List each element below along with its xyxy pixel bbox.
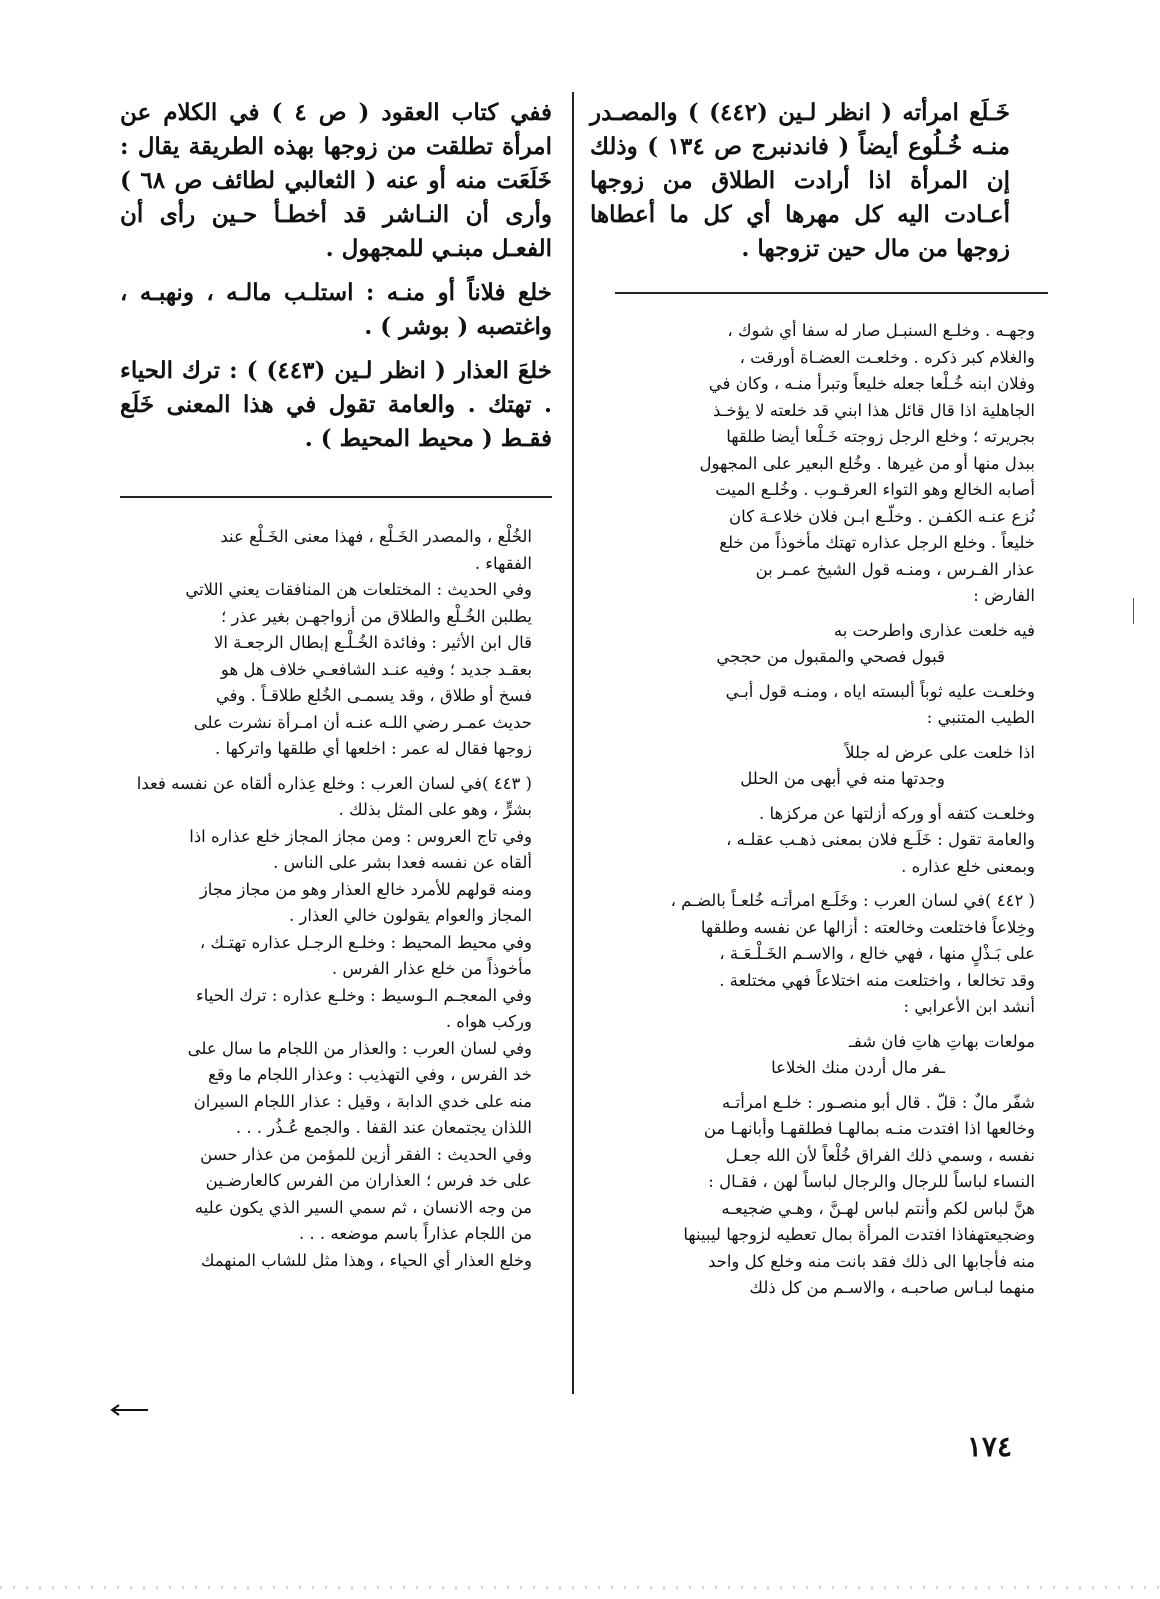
page-number: ١٧٤ — [966, 1430, 1012, 1463]
footnote-line: وخِلاعاً فاختلعت وخالعته : أزالها عن نفسه وطلقها — [700, 917, 1035, 937]
footnote-line: هنَّ لباس لكم وأنتم لباس لهـنَّ ، وهـي ضجيعـه — [721, 1198, 1035, 1218]
footnote-line: منهما لبـاس صاحبـه ، والاسـم من كل ذلك — [749, 1278, 1035, 1297]
footnote-line: على خد فرس ؛ العذاران من الفرس كالعارضـين — [205, 1171, 532, 1190]
right-footnotes — [615, 318, 1035, 1310]
footnote-line: وفي محيط المحيط : وخلـع الرجـل عذاره تهتـك ، — [199, 932, 532, 952]
footnote-line: وفي الحديث : المختلعات هن المنافقات يعني اللاتي — [185, 580, 532, 599]
footnote-line: وفي تاج العروس : ومن مجاز المجاز خلع عذاره اذا — [189, 826, 532, 846]
footnote-line: على بَـذْلٍ منها ، فهي خالع ، والاسـم الخَـلْـعَـة ، — [719, 944, 1035, 963]
left-main-paragraph: خلعَ العذار ( انظر لـين (٤٤٣) ) : ترك الحياء . تهتك . والعامة تقول في هذا المعنى خَلَع فقـط ( محيط المحيط ) . — [120, 357, 552, 452]
footnote-line: قال ابن الأثير : وفائدة الخُـلْـع إبطال الرجعـة الا — [213, 633, 532, 652]
footnote-line: خد الفرس ، وفي التهذيب : وعذار اللجام ما وقع — [208, 1065, 532, 1084]
footnote-line: وفي الحديث : الفقر أزين للمؤمن من عذار حسن — [200, 1144, 532, 1164]
footnote-line: شفّر مالٌ : قلّ . قال أبو منصـور : خلـع امرأتـه — [721, 1092, 1035, 1112]
verse-line: وجدتها منه في أبهى من الحلل — [740, 769, 945, 788]
footnote-line: الجاهلية اذا قال قائل هذا ابني قد خلعته لا يؤخـذ — [713, 400, 1035, 420]
footnote-block — [122, 771, 532, 1275]
footnote-block — [615, 888, 1035, 1021]
footnote-block — [615, 618, 1035, 671]
right-main-text — [590, 96, 1010, 276]
footnote-line: والغلام كبر ذكره . وخلعـت العضـاة أورقت ، — [739, 347, 1035, 367]
footnote-line: منه فأجابها الى ذلك فقد بانت منه وخلع كل واحد — [707, 1251, 1035, 1271]
footnote-line: وخلعـت عليه ثوباً ألبسته اياه ، ومنـه قول أبـي — [725, 681, 1035, 701]
footnote-line: ومنه قولهم للأمرد خالع العذار وهو من مجاز مجاز — [199, 879, 532, 899]
footnote-line: الطيب المتنبي : — [926, 708, 1035, 727]
footnote-line: والعامة تقول : خَلَـع فلان بمعنى ذهـب عقلـه ، — [726, 830, 1035, 849]
footnote-line: وفي المعجـم الـوسيط : وخلـع عذاره : ترك الحياء — [196, 985, 532, 1005]
footnote-line: وخالعها اذا افتدت منـه بمالهـا فطلقهـا وأبانهـا من — [703, 1119, 1035, 1138]
continuation-arrow-icon — [110, 1404, 150, 1416]
footnote-line: الخُلْع ، والمصدر الخَـلْع ، فهذا معنى الخَـلْع عند — [220, 527, 532, 546]
footnote-line: وخلع العذار أي الحياء ، وهذا مثل للشاب المنهمك — [200, 1250, 532, 1270]
footnote-line: يطلبن الخُـلْع والطلاق من أزواجهـن بغير عذر ؛ — [220, 606, 532, 626]
footnote-line: زوجها فقال له عمر : اخلعها أي طلقها واتركها . — [214, 739, 532, 758]
footnote-block — [615, 1090, 1035, 1302]
right-footnote-separator — [615, 292, 1048, 294]
footnote-line: وبمعنى خلع عذاره . — [901, 856, 1035, 876]
margin-mark — [1133, 598, 1134, 624]
footnote-line: المجاز والعوام يقولون خالي العذار . — [288, 906, 532, 925]
footnote-line: فسخ أو طلاق ، وقد يسمـى الخُلع طلاقـاً . وفي — [215, 686, 532, 705]
footnote-line: من وجه الانسان ، ثم سمي السير الذي يكون عليه — [194, 1197, 532, 1217]
footnote-line: وخلعـت كتفه أو وركه أزلتها عن مركزها . — [758, 803, 1035, 823]
footnote-block — [615, 679, 1035, 732]
footnote-block — [615, 740, 1035, 793]
left-footnotes — [122, 524, 532, 1282]
footnote-line: وضجيعتهفاذا افتدت المرأة بمال تعطيه لزوجها ليبينها — [683, 1225, 1035, 1244]
footnote-line: حديث عمـر رضي اللـه عنـه أن امـرأة نشرت على — [193, 712, 532, 732]
footnote-line: في لسان العرب : وخلع عِذاره ألقاه عن نفسه فعدا — [136, 773, 483, 793]
footnote-line: منه على خدي الدابة ، وقيل : عذار اللجام السيران — [193, 1091, 532, 1111]
verse-line: اذا خلعت على عرض له جللاً — [845, 742, 1035, 762]
verse-line: ـفر مال أردن منك الخلاعا — [771, 1058, 945, 1077]
footnote-line: ببدل منها أو من غيرها . وخُلع البعير على المجهول — [699, 453, 1035, 473]
footnote-line: عذار الفـرس ، ومنـه قول الشيخ عمـر بن — [755, 559, 1035, 579]
footnote-block — [615, 1029, 1035, 1082]
left-main-paragraph: ففي كتاب العقود ( ص ٤ ) في الكلام عن امرأة تطلقت من زوجها بهذه الطريقة يقال : خَلَعَت منه أو عنه ( الثعالبي لطائف ص ٦٨ ) وأرى أن النـاشر قد أخطـأ حـين رأى أن الفعـل مبنـي للمجهول . — [120, 99, 553, 262]
scan-speckle — [0, 1586, 1160, 1589]
footnote-line: بجريرته ؛ وخلع الرجل زوجته خَـلْعا أيضا طلقها — [726, 427, 1035, 446]
footnote-number: ( ٤٤٢ ) — [985, 891, 1035, 910]
footnote-line: في لسان العرب : وخَلَـع امرأتـه خُلعـاً بالضـم ، — [670, 891, 986, 910]
verse-line: مولعات بهاتِ هاتِ فان شفـ — [849, 1031, 1035, 1051]
footnote-line: بشرٍّ ، وهو على المثل بذلك . — [338, 800, 532, 819]
footnote-line: أصابه الخالع وهو التواء العرقـوب . وخُلـع الميت — [715, 480, 1035, 499]
footnote-block — [122, 524, 532, 763]
verse-line: فيه خلعت عذارى واطرحت به — [833, 620, 1035, 640]
footnote-line: نفسه ، وسمي ذلك الفراق خُلْعاً لأن الله جعـل — [725, 1145, 1035, 1165]
footnote-number: ( ٤٤٣ ) — [482, 773, 532, 793]
footnote-line: اللذان يجتمعان عند القفا . والجمع عُـذُر . . . — [235, 1118, 532, 1137]
left-main-text — [120, 96, 552, 466]
footnote-line: الفارض : — [973, 586, 1035, 605]
footnote-line: الفقهاء . — [474, 553, 532, 573]
left-footnote-separator — [120, 496, 552, 498]
footnote-line: النساء لباساً للرجال والرجال لباساً لهن ، فقـال : — [708, 1172, 1035, 1191]
footnote-line: ألقاه عن نفسه فعدا بشر على الناس . — [273, 853, 532, 872]
footnote-line: مأخوذاً من خلع عذار الفرس . — [331, 959, 532, 978]
footnote-block — [615, 318, 1035, 610]
footnote-line: وجهـه . وخلـع السنبـل صار له سفا أي شوك ، — [727, 321, 1035, 340]
footnote-line: من اللجام عذاراً باسم موضعه . . . — [298, 1224, 532, 1243]
footnote-line: وركب هواه . — [445, 1012, 532, 1031]
footnote-line: وفي لسان العرب : والعذار من اللجام ما سال على — [187, 1038, 532, 1058]
footnote-line: بعقـد جديد ؛ وفيه عنـد الشافعـي خلاف هل هو — [220, 659, 532, 679]
footnote-block — [615, 801, 1035, 881]
right-main-paragraph: خَـلَع امرأته ( انظر لـين (٤٤٢) ) والمصـدر منـه خُـلُوع أيضاً ( فاندنبرج ص ١٣٤ ) وذلك إن المرأة اذا أرادت الطلاق من زوجها أعـادت اليه كل مهرها أي كل ما أعطاها زوجها من مال حين تزوجها . — [590, 99, 1011, 262]
verse-line: قبول فصحي والمقبول من حججي — [716, 647, 945, 666]
footnote-line: نُزع عنـه الكفـن . وخلّـع ابـن فلان خلاعـة كان — [729, 506, 1035, 526]
footnote-line: وقد تخالعا ، واختلعت منه اختلاعاً فهي مختلعة . — [719, 970, 1035, 990]
footnote-line: خليعاً . وخلع الرجل عذاره تهتك مأخوذاً من خلع — [719, 533, 1035, 552]
footnote-line: وفلان ابنه خُـلْعا جعله خليعاً وتبرأ منـه ، وكان في — [708, 374, 1035, 393]
left-main-paragraph: خلع فلاناً أو منـه : استلـب مالـه ، ونهبـه ، واغتصبه ( بوشر ) . — [120, 279, 552, 340]
footnote-line: أنشد ابن الأعرابي : — [903, 997, 1035, 1016]
column-divider — [572, 92, 574, 1394]
